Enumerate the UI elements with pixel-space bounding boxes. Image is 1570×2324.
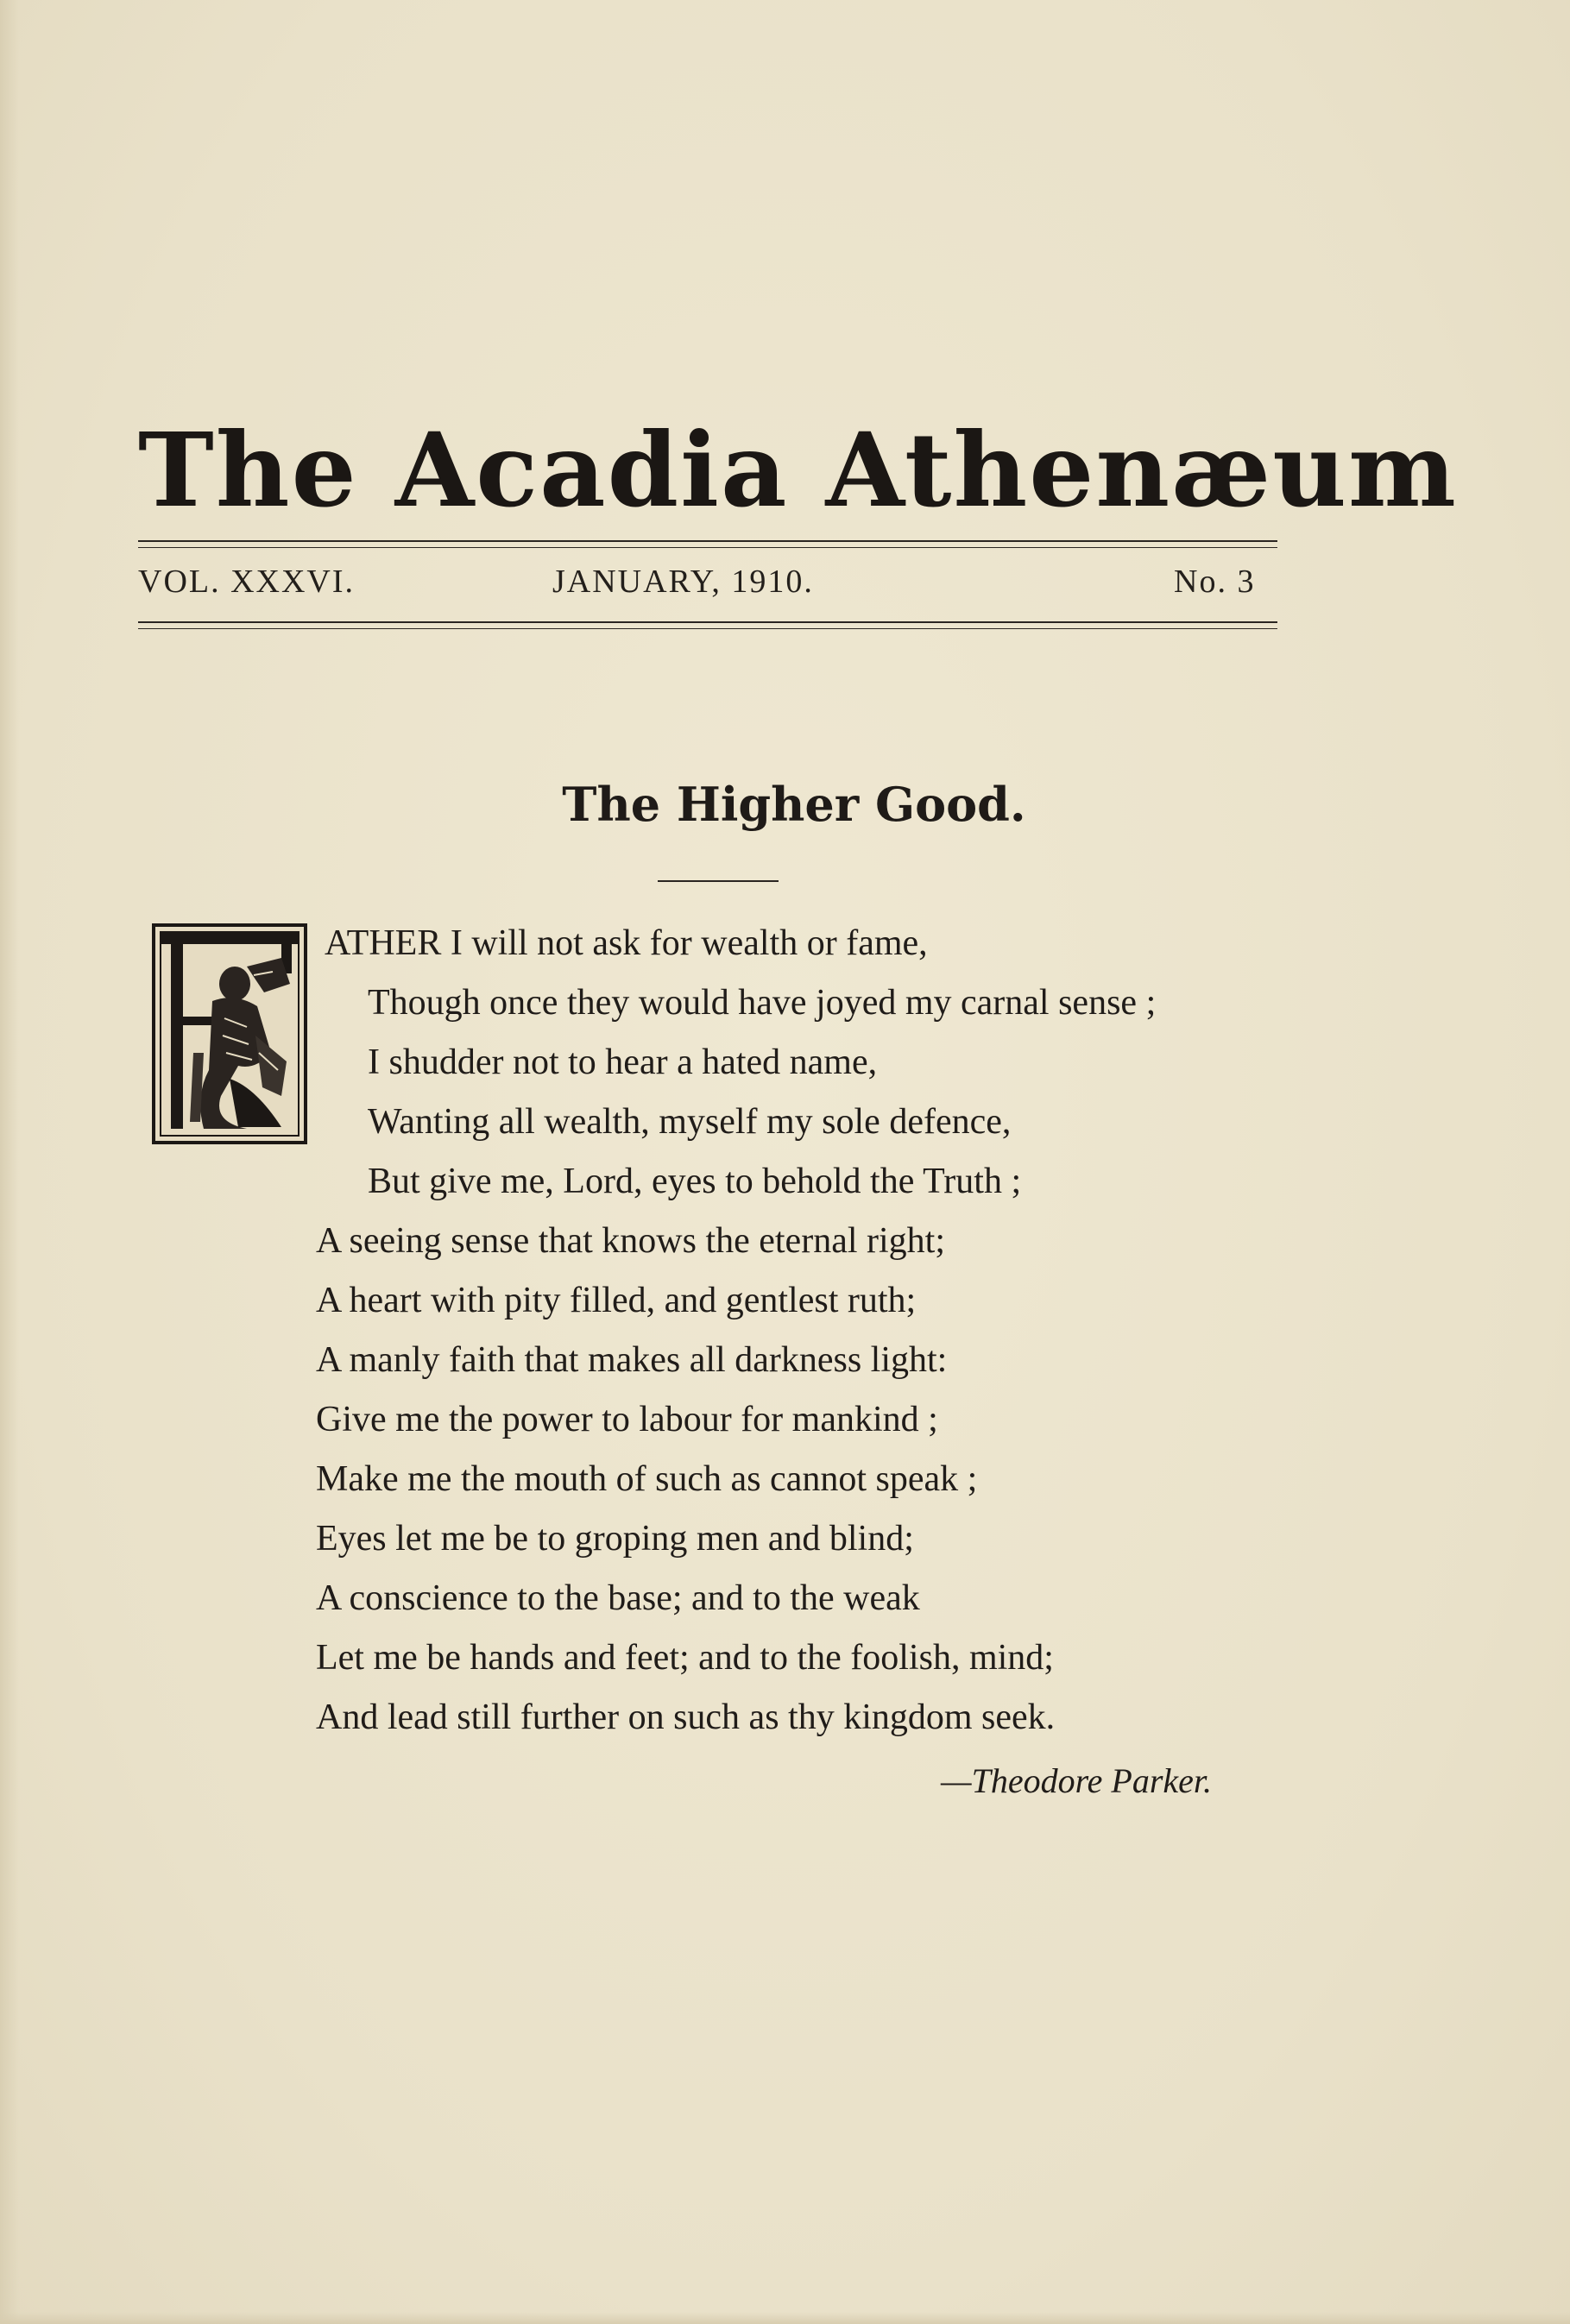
drop-cap-woodcut [152, 923, 307, 1144]
masthead-rule-bottom [138, 621, 1277, 623]
issue-number: No. 3 [1174, 564, 1256, 600]
poem-line-1: ATHER I will not ask for wealth or fame, [325, 923, 928, 963]
masthead-rule-top [138, 540, 1277, 542]
volume-label: VOL. XXXVI. [138, 564, 356, 600]
poem-line-9: Give me the power to labour for mankind ; [316, 1400, 938, 1439]
masthead-rule-bottom-thin [138, 628, 1277, 629]
poem-line-5: But give me, Lord, eyes to behold the Truth ; [368, 1162, 1022, 1201]
poem-line-11: Eyes let me be to groping men and blind; [316, 1519, 914, 1559]
poem-line-8: A manly faith that makes all darkness light: [316, 1340, 948, 1380]
page-bottom-shadow [0, 2312, 1570, 2324]
poem-title: The Higher Good. [562, 777, 1026, 832]
poem-line-7: A heart with pity filled, and gentlest ruth; [316, 1281, 917, 1320]
poem-line-13: Let me be hands and feet; and to the foolish, mind; [316, 1638, 1054, 1678]
masthead-title: The Acadia Athenæum [138, 410, 1458, 530]
poem-line-10: Make me the mouth of such as cannot speak ; [316, 1459, 978, 1499]
masthead-rule-top-thin [138, 547, 1277, 548]
poem-line-14: And lead still further on such as thy kingdom seek. [316, 1697, 1056, 1737]
poem-line-4: Wanting all wealth, myself my sole defence, [368, 1102, 1012, 1142]
page-edge-shadow [0, 0, 19, 2324]
poem-line-3: I shudder not to hear a hated name, [368, 1042, 878, 1082]
poem-line-6: A seeing sense that knows the eternal right; [316, 1221, 945, 1261]
poem-line-12: A conscience to the base; and to the weak [316, 1578, 920, 1618]
poem-line-2: Though once they would have joyed my carnal sense ; [368, 983, 1157, 1023]
issue-date: JANUARY, 1910. [552, 564, 814, 600]
poem-attribution: —Theodore Parker. [941, 1761, 1213, 1800]
title-divider [658, 880, 779, 882]
